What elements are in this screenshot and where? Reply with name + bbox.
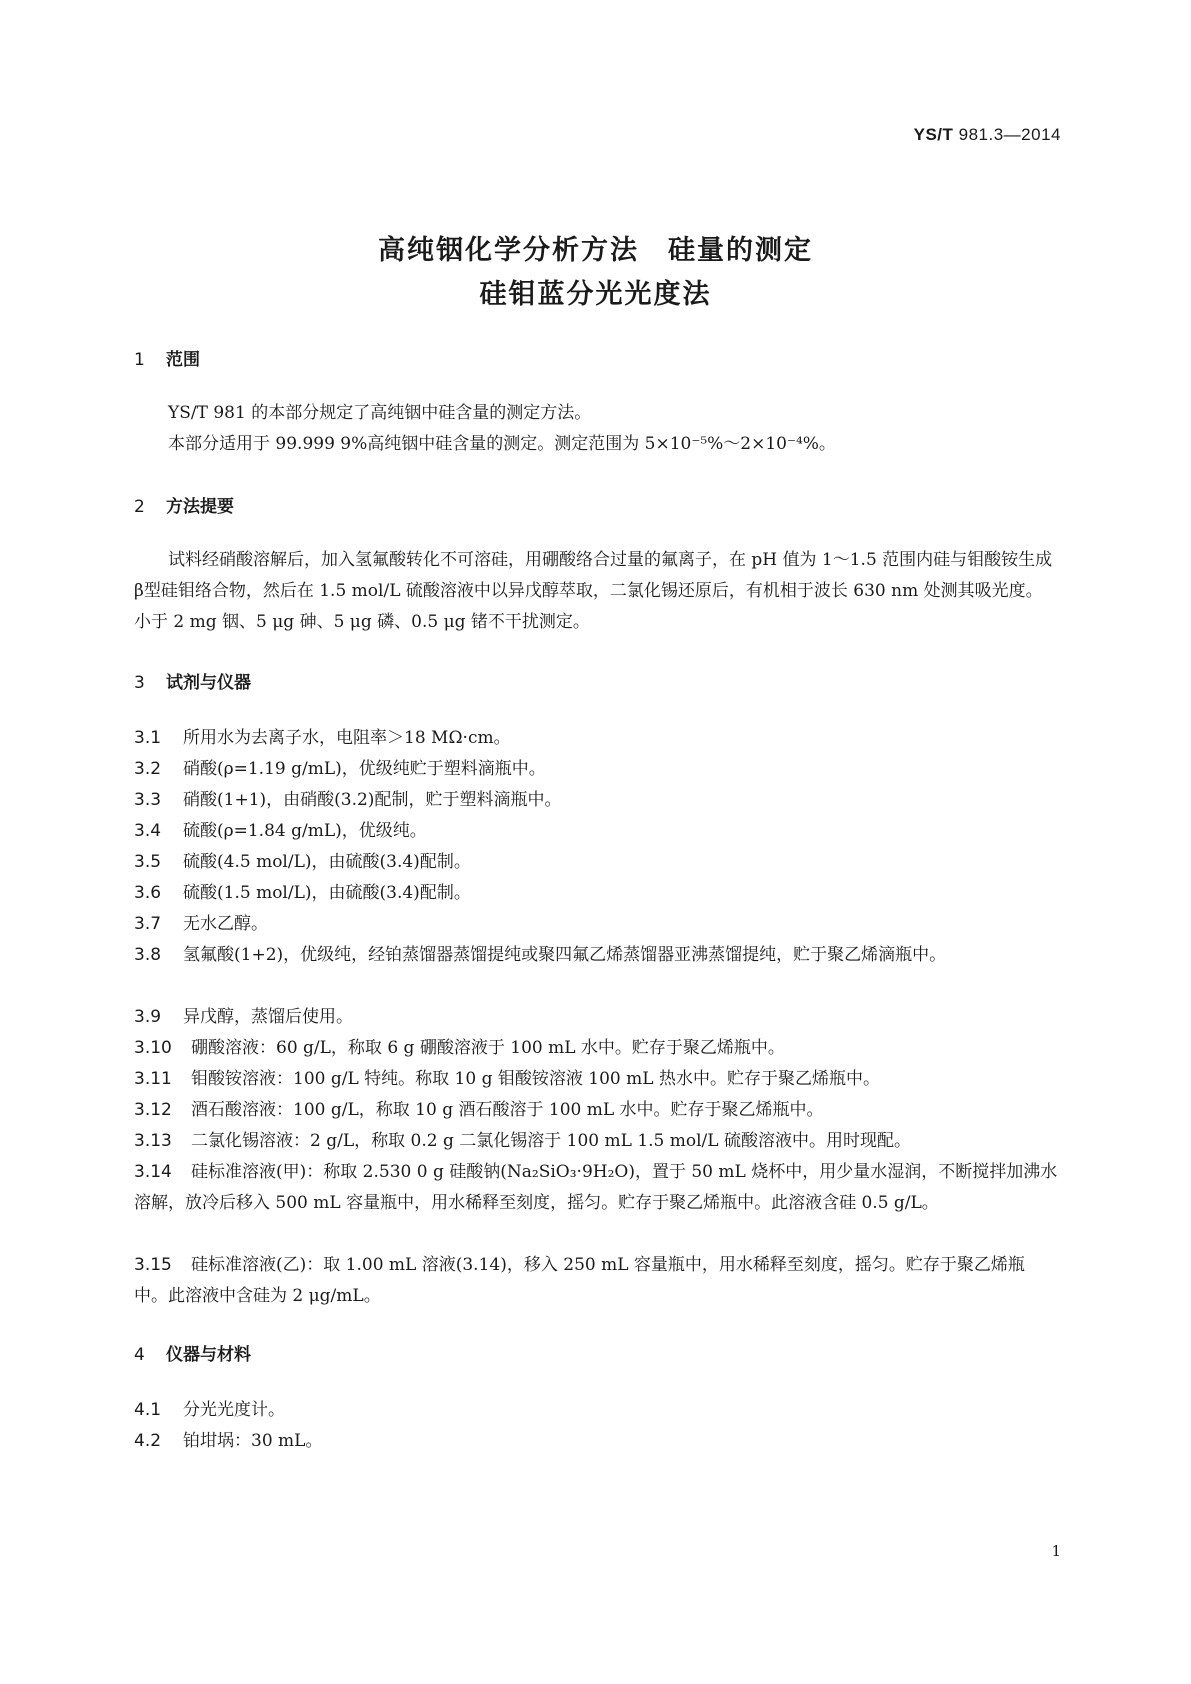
section-heading-principle: 2 方法提要 <box>134 497 234 517</box>
reagent-item: 3.1 所用水为去离子水，电阻率＞18 MΩ·cm。 <box>134 728 511 748</box>
reagent-item: 3.15 硅标准溶液(乙)：取 1.00 mL 溶液(3.14)，移入 250 mL 容量瓶中，用水稀释至刻度，摇匀。贮存于聚乙烯瓶中。此溶液中含硅为 2 μg/mL。 <box>134 1255 1025 1306</box>
section-heading-instruments: 4 仪器与材料 <box>134 1345 251 1365</box>
reagent-item: 3.6 硫酸(1.5 mol/L)，由硫酸(3.4)配制。 <box>134 883 471 903</box>
reagent-item: 3.14 硅标准溶液(甲)：称取 2.530 0 g 硅酸钠(Na₂SiO₃·9H₂O)，置于 50 mL 烧杯中，用少量水湿润，不断搅拌加沸水溶解，放冷后移入 500 mL 容量瓶中，用水稀释至刻度，摇匀。贮存于聚乙烯瓶中。此溶液含硅 0.5 g/L。 <box>134 1162 1058 1213</box>
reagent-item: 3.8 氢氟酸(1+2)，优级纯，经铂蒸馏器蒸馏提纯或聚四氟乙烯蒸馏器亚沸蒸馏提纯，贮于聚乙烯滴瓶中。 <box>134 945 947 965</box>
page-number: 1 <box>1051 1542 1061 1560</box>
document-subtitle: 硅钼蓝分光光度法 <box>479 279 712 310</box>
reagent-item: 3.7 无水乙醇。 <box>134 914 268 934</box>
reagent-item: 3.9 异戊醇，蒸馏后使用。 <box>134 1007 353 1027</box>
scope-paragraph-2: 本部分适用于 99.999 9%高纯铟中硅含量的测定。测定范围为 5×10⁻⁵%～2×10⁻⁴%。 <box>168 434 836 454</box>
reagent-item: 3.12 酒石酸溶液：100 g/L，称取 10 g 酒石酸溶于 100 mL 水中。贮存于聚乙烯瓶中。 <box>134 1100 824 1120</box>
reagent-item: 3.11 钼酸铵溶液：100 g/L 特纯。称取 10 g 钼酸铵溶液 100 mL 热水中。贮存于聚乙烯瓶中。 <box>134 1069 880 1089</box>
section-heading-reagents: 3 试剂与仪器 <box>134 673 251 693</box>
reagent-item: 3.4 硫酸(ρ=1.84 g/mL)，优级纯。 <box>134 821 427 841</box>
section-heading-scope: 1 范围 <box>134 350 200 370</box>
reagent-item: 3.13 二氯化锡溶液：2 g/L，称取 0.2 g 二氯化锡溶于 100 mL 1.5 mol/L 硫酸溶液中。用时现配。 <box>134 1131 911 1151</box>
principle-paragraph: 试料经硝酸溶解后，加入氢氟酸转化不可溶硅，用硼酸络合过量的氟离子，在 pH 值为 1～1.5 范围内硅与钼酸铵生成β型硅钼络合物，然后在 1.5 mol/L 硫酸溶液中以异戊醇萃取，二氯化锡还原后，有机相于波长 630 nm 处测其吸光度。小于 2 mg 铟、5 μg 砷、5 μg 磷、0.5 μg 锗不干扰测定。 <box>134 550 1053 632</box>
instrument-item: 4.1 分光光度计。 <box>134 1400 285 1420</box>
reagent-item: 3.5 硫酸(4.5 mol/L)，由硫酸(3.4)配制。 <box>134 852 471 872</box>
reagent-item: 3.3 硝酸(1+1)，由硝酸(3.2)配制，贮于塑料滴瓶中。 <box>134 790 562 810</box>
scope-paragraph-1: YS/T 981 的本部分规定了高纯铟中硅含量的测定方法。 <box>168 403 592 423</box>
standard-code: YS/T 981.3—2014 <box>913 125 1061 144</box>
reagent-item: 3.2 硝酸(ρ=1.19 g/mL)，优级纯贮于塑料滴瓶中。 <box>134 759 546 779</box>
instrument-item: 4.2 铂坩埚：30 mL。 <box>134 1431 323 1451</box>
document-title: 高纯铟化学分析方法 硅量的测定 <box>378 235 813 266</box>
reagent-item: 3.10 硼酸溶液：60 g/L，称取 6 g 硼酸溶液于 100 mL 水中。贮存于聚乙烯瓶中。 <box>134 1038 785 1058</box>
